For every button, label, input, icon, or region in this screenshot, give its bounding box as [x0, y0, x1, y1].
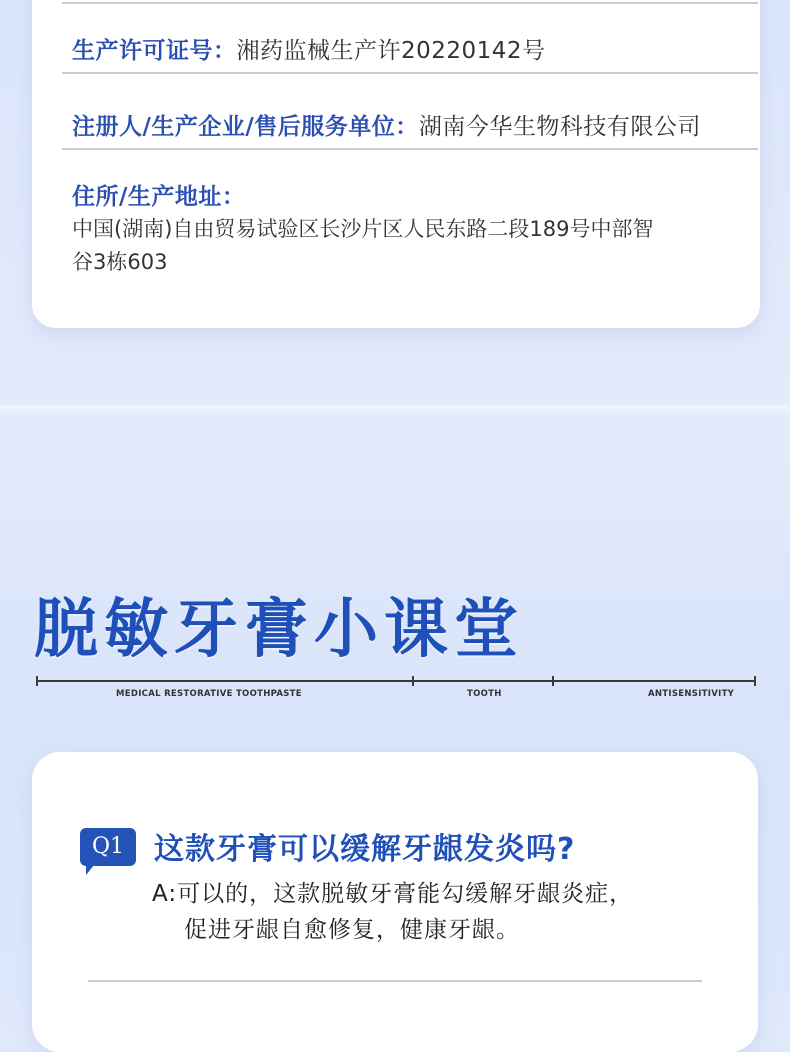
section-divider — [0, 405, 790, 415]
license-label: 生产许可证号： — [72, 38, 237, 64]
question-badge: Q1 — [80, 828, 136, 866]
section-title: 脱敏牙膏小课堂 — [34, 593, 524, 667]
registrant-value: 湖南今华生物科技有限公司 — [418, 114, 701, 140]
ruler-tick — [552, 676, 554, 686]
row-divider — [62, 72, 758, 74]
info-row-address — [72, 178, 726, 279]
answer-text — [152, 876, 712, 948]
ruler-label-antisensitivity: ANTISENSITIVITY — [648, 689, 735, 699]
ruler-label-toothpaste: MEDICAL RESTORATIVE TOOTHPASTE — [116, 689, 302, 699]
address-label: 住所/生产地址： — [72, 184, 246, 210]
license-value: 湘药监械生产许20220142号 — [236, 38, 546, 64]
address-line-2: 谷3栋603 — [72, 250, 168, 274]
info-row-license — [72, 32, 726, 65]
ruler-line — [36, 680, 756, 682]
question-text: 这款牙膏可以缓解牙龈发炎吗? — [154, 832, 576, 867]
address-line-1: 中国(湖南)自由贸易试验区长沙片区人民东路二段189号中部智 — [72, 217, 654, 241]
registrant-label: 注册人/生产企业/售后服务单位： — [72, 114, 419, 140]
qa-divider — [88, 980, 702, 982]
title-ruler — [36, 676, 756, 706]
row-divider — [62, 148, 758, 150]
ruler-tick — [36, 676, 38, 686]
answer-line-2: 促进牙龈自愈修复，健康牙龈。 — [184, 917, 520, 943]
qa-card — [32, 752, 758, 1052]
ruler-tick — [754, 676, 756, 686]
product-info-card — [32, 0, 760, 328]
info-row-registrant — [72, 108, 726, 141]
answer-line-1: A:可以的，这款脱敏牙膏能勾缓解牙龈炎症， — [152, 881, 634, 907]
ruler-label-tooth: TOOTH — [467, 689, 502, 699]
ruler-tick — [412, 676, 414, 686]
row-divider — [62, 2, 758, 4]
